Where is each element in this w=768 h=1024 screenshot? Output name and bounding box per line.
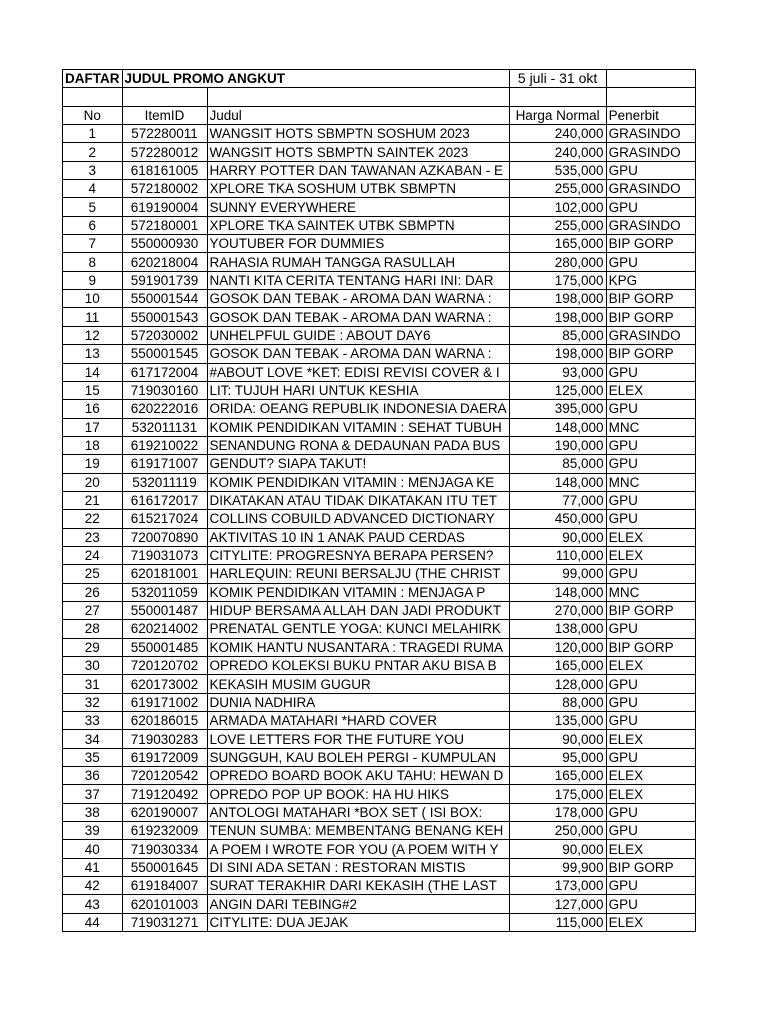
title-cell: SUNGGUH, KAU BOLEH PERGI - KUMPULAN — [207, 748, 509, 766]
publisher-cell: BIP GORP — [606, 235, 695, 253]
title-cell: WANGSIT HOTS SBMPTN SOSHUM 2023 — [207, 125, 509, 143]
price-cell: 88,000 — [509, 693, 606, 711]
publisher-cell: ELEX — [606, 913, 695, 931]
title-cell: XPLORE TKA SAINTEK UTBK SBMPTN — [207, 216, 509, 234]
price-cell: 240,000 — [509, 125, 606, 143]
row-number: 11 — [63, 308, 123, 326]
price-cell: 198,000 — [509, 308, 606, 326]
title-cell: GOSOK DAN TEBAK - AROMA DAN WARNA : — [207, 345, 509, 363]
publisher-cell: MNC — [606, 418, 695, 436]
publisher-cell: GPU — [606, 363, 695, 381]
row-number: 34 — [63, 730, 123, 748]
price-cell: 198,000 — [509, 290, 606, 308]
title-cell: DI SINI ADA SETAN : RESTORAN MISTIS — [207, 858, 509, 876]
item-id-cell: 719030160 — [122, 381, 207, 399]
item-id-cell: 572180002 — [122, 180, 207, 198]
item-id-cell: 550001543 — [122, 308, 207, 326]
row-number: 20 — [63, 473, 123, 491]
item-id-cell: 720120542 — [122, 767, 207, 785]
row-number: 4 — [63, 180, 123, 198]
row-number: 2 — [63, 143, 123, 161]
title-cell: HARRY POTTER DAN TAWANAN AZKABAN - E — [207, 161, 509, 179]
publisher-cell: BIP GORP — [606, 858, 695, 876]
row-number: 33 — [63, 712, 123, 730]
title-cell: KOMIK PENDIDIKAN VITAMIN : MENJAGA P — [207, 583, 509, 601]
item-id-cell: 532011119 — [122, 473, 207, 491]
header-item-id: ItemID — [122, 106, 207, 124]
row-number: 36 — [63, 767, 123, 785]
price-cell: 90,000 — [509, 730, 606, 748]
publisher-cell: BIP GORP — [606, 345, 695, 363]
empty-cell — [207, 88, 509, 106]
table-row — [63, 271, 696, 289]
table-row — [63, 418, 696, 436]
item-id-cell: 619210022 — [122, 436, 207, 454]
row-number: 8 — [63, 253, 123, 271]
publisher-cell: GPU — [606, 253, 695, 271]
publisher-cell: ELEX — [606, 528, 695, 546]
price-cell: 148,000 — [509, 583, 606, 601]
table-row — [63, 803, 696, 821]
title-cell: ANGIN DARI TEBING#2 — [207, 895, 509, 913]
price-cell: 77,000 — [509, 491, 606, 509]
item-id-cell: 620186015 — [122, 712, 207, 730]
header-row — [63, 106, 696, 124]
publisher-cell: MNC — [606, 473, 695, 491]
item-id-cell: 719030283 — [122, 730, 207, 748]
title-cell: GENDUT? SIAPA TAKUT! — [207, 455, 509, 473]
table-row — [63, 363, 696, 381]
item-id-cell: 620181001 — [122, 565, 207, 583]
row-number: 39 — [63, 822, 123, 840]
title-cell: A POEM I WROTE FOR YOU (A POEM WITH Y — [207, 840, 509, 858]
table-row — [63, 216, 696, 234]
row-number: 22 — [63, 510, 123, 528]
publisher-cell: GPU — [606, 198, 695, 216]
price-cell: 120,000 — [509, 638, 606, 656]
item-id-cell: 720070890 — [122, 528, 207, 546]
item-id-cell: 618161005 — [122, 161, 207, 179]
row-number: 1 — [63, 125, 123, 143]
publisher-cell: KPG — [606, 271, 695, 289]
empty-cell — [63, 88, 123, 106]
row-number: 37 — [63, 785, 123, 803]
publisher-cell: GPU — [606, 693, 695, 711]
title-cell: KOMIK PENDIDIKAN VITAMIN : MENJAGA KE — [207, 473, 509, 491]
publisher-cell: GPU — [606, 565, 695, 583]
publisher-cell: ELEX — [606, 730, 695, 748]
price-cell: 175,000 — [509, 271, 606, 289]
price-cell: 255,000 — [509, 180, 606, 198]
row-number: 24 — [63, 546, 123, 564]
title-cell: CITYLITE: DUA JEJAK — [207, 913, 509, 931]
price-cell: 135,000 — [509, 712, 606, 730]
table-row — [63, 767, 696, 785]
publisher-cell: GRASINDO — [606, 125, 695, 143]
price-cell: 99,900 — [509, 858, 606, 876]
item-id-cell: 617172004 — [122, 363, 207, 381]
publisher-cell: GPU — [606, 895, 695, 913]
item-id-cell: 572280012 — [122, 143, 207, 161]
title-cell: YOUTUBER FOR DUMMIES — [207, 235, 509, 253]
item-id-cell: 720120702 — [122, 657, 207, 675]
price-cell: 90,000 — [509, 528, 606, 546]
row-number: 35 — [63, 748, 123, 766]
table-row — [63, 326, 696, 344]
row-number: 30 — [63, 657, 123, 675]
price-cell: 99,000 — [509, 565, 606, 583]
table-row — [63, 877, 696, 895]
publisher-cell: MNC — [606, 583, 695, 601]
price-cell: 198,000 — [509, 345, 606, 363]
table-row — [63, 895, 696, 913]
table-row — [63, 565, 696, 583]
title-cell: UNHELPFUL GUIDE : ABOUT DAY6 — [207, 326, 509, 344]
title-cell: KOMIK PENDIDIKAN VITAMIN : SEHAT TUBUH — [207, 418, 509, 436]
row-number: 16 — [63, 400, 123, 418]
title-cell-main — [122, 70, 509, 88]
row-number: 32 — [63, 693, 123, 711]
empty-cell — [606, 70, 695, 88]
price-cell: 270,000 — [509, 601, 606, 619]
row-number: 9 — [63, 271, 123, 289]
publisher-cell: BIP GORP — [606, 290, 695, 308]
row-number: 26 — [63, 583, 123, 601]
publisher-cell: ELEX — [606, 785, 695, 803]
item-id-cell: 719030334 — [122, 840, 207, 858]
row-number: 42 — [63, 877, 123, 895]
table-row — [63, 657, 696, 675]
title-cell: #ABOUT LOVE *KET: EDISI REVISI COVER & I — [207, 363, 509, 381]
header-title: Judul — [207, 106, 509, 124]
publisher-cell: GRASINDO — [606, 180, 695, 198]
row-number: 13 — [63, 345, 123, 363]
title-cell: XPLORE TKA SOSHUM UTBK SBMPTN — [207, 180, 509, 198]
table-row — [63, 712, 696, 730]
item-id-cell: 572180001 — [122, 216, 207, 234]
table-row — [63, 546, 696, 564]
publisher-cell: GPU — [606, 877, 695, 895]
price-cell: 90,000 — [509, 840, 606, 858]
publisher-cell: GPU — [606, 491, 695, 509]
item-id-cell: 615217024 — [122, 510, 207, 528]
title-cell: ARMADA MATAHARI *HARD COVER — [207, 712, 509, 730]
item-id-cell: 591901739 — [122, 271, 207, 289]
title-cell: ANTOLOGI MATAHARI *BOX SET ( ISI BOX: — [207, 803, 509, 821]
price-cell: 535,000 — [509, 161, 606, 179]
row-number: 10 — [63, 290, 123, 308]
item-id-cell: 620222016 — [122, 400, 207, 418]
row-number: 5 — [63, 198, 123, 216]
title-cell: LIT: TUJUH HARI UNTUK KESHIA — [207, 381, 509, 399]
row-number: 21 — [63, 491, 123, 509]
row-number: 17 — [63, 418, 123, 436]
price-cell: 165,000 — [509, 767, 606, 785]
table-row — [63, 638, 696, 656]
table-row — [63, 913, 696, 931]
title-cell: RAHASIA RUMAH TANGGA RASULLAH — [207, 253, 509, 271]
table-row — [63, 620, 696, 638]
row-number: 41 — [63, 858, 123, 876]
spreadsheet — [62, 69, 696, 932]
publisher-cell: ELEX — [606, 767, 695, 785]
table-row — [63, 235, 696, 253]
table-row — [63, 785, 696, 803]
title-cell: OPREDO BOARD BOOK AKU TAHU: HEWAN D — [207, 767, 509, 785]
table-row — [63, 858, 696, 876]
price-cell: 110,000 — [509, 546, 606, 564]
publisher-cell: GPU — [606, 436, 695, 454]
row-number: 19 — [63, 455, 123, 473]
title-cell: AKTIVITAS 10 IN 1 ANAK PAUD CERDAS — [207, 528, 509, 546]
price-cell: 165,000 — [509, 235, 606, 253]
price-cell: 125,000 — [509, 381, 606, 399]
title-cell: PRENATAL GENTLE YOGA: KUNCI MELAHIRK — [207, 620, 509, 638]
item-id-cell: 550001545 — [122, 345, 207, 363]
title-cell: DIKATAKAN ATAU TIDAK DIKATAKAN ITU TET — [207, 491, 509, 509]
period-cell: 5 juli - 31 okt — [509, 70, 606, 88]
row-number: 12 — [63, 326, 123, 344]
blank-row — [63, 88, 696, 106]
publisher-cell: GPU — [606, 510, 695, 528]
row-number: 31 — [63, 675, 123, 693]
title-cell: KEKASIH MUSIM GUGUR — [207, 675, 509, 693]
title-cell: DUNIA NADHIRA — [207, 693, 509, 711]
item-id-cell: 619172009 — [122, 748, 207, 766]
title-cell: GOSOK DAN TEBAK - AROMA DAN WARNA : — [207, 308, 509, 326]
title-cell: OPREDO POP UP BOOK: HA HU HIKS — [207, 785, 509, 803]
title-cell: COLLINS COBUILD ADVANCED DICTIONARY — [207, 510, 509, 528]
price-cell: 102,000 — [509, 198, 606, 216]
item-id-cell: 620190007 — [122, 803, 207, 821]
empty-cell — [606, 88, 695, 106]
title-row — [63, 70, 696, 88]
publisher-cell: GRASINDO — [606, 326, 695, 344]
row-number: 14 — [63, 363, 123, 381]
header-publisher: Penerbit — [606, 106, 695, 124]
row-number: 25 — [63, 565, 123, 583]
item-id-cell: 550000930 — [122, 235, 207, 253]
publisher-cell: GPU — [606, 675, 695, 693]
row-number: 18 — [63, 436, 123, 454]
price-cell: 395,000 — [509, 400, 606, 418]
title-cell: SUNNY EVERYWHERE — [207, 198, 509, 216]
price-cell: 115,000 — [509, 913, 606, 931]
publisher-cell: ELEX — [606, 657, 695, 675]
publisher-cell: GPU — [606, 455, 695, 473]
publisher-cell: GPU — [606, 712, 695, 730]
item-id-cell: 620101003 — [122, 895, 207, 913]
price-cell: 165,000 — [509, 657, 606, 675]
price-cell: 280,000 — [509, 253, 606, 271]
price-cell: 240,000 — [509, 143, 606, 161]
publisher-cell: ELEX — [606, 840, 695, 858]
header-no: No — [63, 106, 123, 124]
table-row — [63, 583, 696, 601]
header-price: Harga Normal — [509, 106, 606, 124]
sheet-title: JUDUL PROMO ANGKUT — [124, 71, 286, 87]
price-cell: 250,000 — [509, 822, 606, 840]
item-id-cell: 719031271 — [122, 913, 207, 931]
price-cell: 175,000 — [509, 785, 606, 803]
publisher-cell: ELEX — [606, 546, 695, 564]
price-cell: 93,000 — [509, 363, 606, 381]
item-id-cell: 550001487 — [122, 601, 207, 619]
item-id-cell: 550001544 — [122, 290, 207, 308]
row-number: 7 — [63, 235, 123, 253]
row-number: 29 — [63, 638, 123, 656]
table-row — [63, 308, 696, 326]
price-cell: 450,000 — [509, 510, 606, 528]
title-cell: WANGSIT HOTS SBMPTN SAINTEK 2023 — [207, 143, 509, 161]
title-cell: GOSOK DAN TEBAK - AROMA DAN WARNA : — [207, 290, 509, 308]
title-cell: KOMIK HANTU NUSANTARA : TRAGEDI RUMA — [207, 638, 509, 656]
publisher-cell: GRASINDO — [606, 216, 695, 234]
price-cell: 178,000 — [509, 803, 606, 821]
item-id-cell: 532011059 — [122, 583, 207, 601]
title-cell: ORIDA: OEANG REPUBLIK INDONESIA DAERA — [207, 400, 509, 418]
table-row — [63, 125, 696, 143]
price-cell: 138,000 — [509, 620, 606, 638]
row-number: 28 — [63, 620, 123, 638]
publisher-cell: BIP GORP — [606, 601, 695, 619]
item-id-cell: 616172017 — [122, 491, 207, 509]
publisher-cell: GPU — [606, 748, 695, 766]
empty-cell — [509, 88, 606, 106]
table-row — [63, 180, 696, 198]
item-id-cell: 550001485 — [122, 638, 207, 656]
table-row — [63, 730, 696, 748]
table-row — [63, 345, 696, 363]
publisher-cell: GPU — [606, 400, 695, 418]
row-number: 15 — [63, 381, 123, 399]
title-cell: SURAT TERAKHIR DARI KEKASIH (THE LAST — [207, 877, 509, 895]
price-cell: 148,000 — [509, 473, 606, 491]
table-row — [63, 528, 696, 546]
item-id-cell: 572280011 — [122, 125, 207, 143]
title-cell: OPREDO KOLEKSI BUKU PNTAR AKU BISA B — [207, 657, 509, 675]
table-row — [63, 436, 696, 454]
table-row — [63, 840, 696, 858]
price-cell: 190,000 — [509, 436, 606, 454]
table-row — [63, 822, 696, 840]
item-id-cell: 719031073 — [122, 546, 207, 564]
item-id-cell: 620214002 — [122, 620, 207, 638]
table-row — [63, 198, 696, 216]
row-number: 38 — [63, 803, 123, 821]
publisher-cell: GPU — [606, 803, 695, 821]
row-number: 44 — [63, 913, 123, 931]
price-cell: 128,000 — [509, 675, 606, 693]
table-row — [63, 400, 696, 418]
row-number: 27 — [63, 601, 123, 619]
title-cell: TENUN SUMBA: MEMBENTANG BENANG KEH — [207, 822, 509, 840]
row-number: 43 — [63, 895, 123, 913]
price-cell: 173,000 — [509, 877, 606, 895]
title-cell: HIDUP BERSAMA ALLAH DAN JADI PRODUKT — [207, 601, 509, 619]
publisher-cell: GPU — [606, 161, 695, 179]
table-row — [63, 510, 696, 528]
table-row — [63, 675, 696, 693]
table-row — [63, 473, 696, 491]
item-id-cell: 619232009 — [122, 822, 207, 840]
item-id-cell: 550001645 — [122, 858, 207, 876]
table-row — [63, 381, 696, 399]
table-row — [63, 601, 696, 619]
title-cell: CITYLITE: PROGRESNYA BERAPA PERSEN? — [207, 546, 509, 564]
price-cell: 255,000 — [509, 216, 606, 234]
item-id-cell: 620218004 — [122, 253, 207, 271]
table-row — [63, 290, 696, 308]
publisher-cell: BIP GORP — [606, 308, 695, 326]
title-cell: NANTI KITA CERITA TENTANG HARI INI: DAR — [207, 271, 509, 289]
table-row — [63, 455, 696, 473]
row-number: 6 — [63, 216, 123, 234]
row-number: 3 — [63, 161, 123, 179]
item-id-cell: 619184007 — [122, 877, 207, 895]
item-id-cell: 619190004 — [122, 198, 207, 216]
table-row — [63, 693, 696, 711]
publisher-cell: ELEX — [606, 381, 695, 399]
publisher-cell: GRASINDO — [606, 143, 695, 161]
row-number: 23 — [63, 528, 123, 546]
title-cell: LOVE LETTERS FOR THE FUTURE YOU — [207, 730, 509, 748]
item-id-cell: 619171002 — [122, 693, 207, 711]
item-id-cell: 619171007 — [122, 455, 207, 473]
publisher-cell: GPU — [606, 620, 695, 638]
empty-cell — [122, 88, 207, 106]
table-row — [63, 253, 696, 271]
price-cell: 85,000 — [509, 455, 606, 473]
price-cell: 148,000 — [509, 418, 606, 436]
table-row — [63, 143, 696, 161]
price-cell: 85,000 — [509, 326, 606, 344]
item-id-cell: 572030002 — [122, 326, 207, 344]
publisher-cell: GPU — [606, 822, 695, 840]
title-cell: SENANDUNG RONA & DEDAUNAN PADA BUS — [207, 436, 509, 454]
price-cell: 95,000 — [509, 748, 606, 766]
title-cell-daftar: DAFTAR — [63, 70, 123, 88]
item-id-cell: 532011131 — [122, 418, 207, 436]
table-row — [63, 161, 696, 179]
item-id-cell: 620173002 — [122, 675, 207, 693]
price-cell: 127,000 — [509, 895, 606, 913]
item-id-cell: 719120492 — [122, 785, 207, 803]
title-cell: HARLEQUIN: REUNI BERSALJU (THE CHRIST — [207, 565, 509, 583]
publisher-cell: BIP GORP — [606, 638, 695, 656]
row-number: 40 — [63, 840, 123, 858]
table-row — [63, 748, 696, 766]
table-row — [63, 491, 696, 509]
promo-table — [62, 69, 696, 932]
